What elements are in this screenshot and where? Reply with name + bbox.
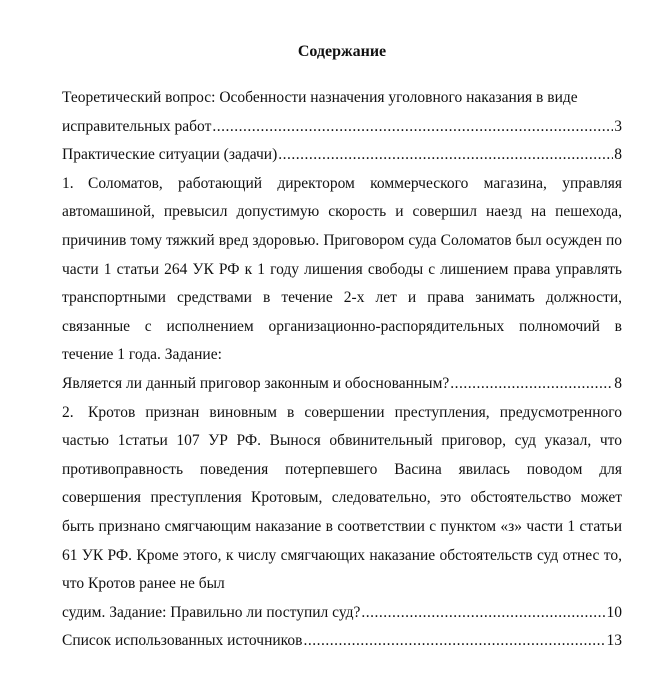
toc-entry-text: исправительных работ — [62, 117, 212, 135]
toc-leader-line — [62, 113, 622, 142]
toc-entry-text: Теоретический вопрос: Особенности назначения уголовного наказания в виде — [62, 89, 578, 106]
dot-leader — [278, 141, 613, 170]
dot-leader — [361, 599, 605, 628]
toc-entry-body: Соломатов, работающий директором коммерческого магазина, управляя автомашиной, превысил допустимую скорость и совершил наезд на пешехода, причинив тому тяжкий вред здоровью. Приговором суда Соломатов был осужден по части 1 статьи 264 УК РФ к 1 году лишения свободы с лишением права управлять транспортными средствами в течение 2-х лет и права занимать должности, связанные с исполнением организационно-распорядительных полномочий в течение 1 года. Задание: — [62, 174, 622, 364]
toc-page-number: 8 — [614, 374, 622, 392]
toc-entry-body: Кротов признан виновным в совершении преступления, предусмотренного частью 1статьи 107 УР РФ. Вынося обвинительный приговор, суд указал, что противоправность поведения потерпевшего Васина явилась поводом для совершения преступления Кротовым, следовательно, это обстоятельство может быть признано смягчающим наказание в соответствии с пунктом «з» части 1 статьи 61 УК РФ. Кроме этого, к числу смягчающих наказание обстоятельств суд отнес то, что Кротов ранее не был — [62, 403, 622, 593]
toc-leader-line — [62, 370, 622, 399]
toc-entry-text — [62, 399, 622, 599]
toc-entry-text: судим. Задание: Правильно ли поступил суд? — [62, 603, 361, 621]
toc-page-number: 10 — [606, 603, 622, 621]
toc-entry-number: 1. — [62, 174, 74, 192]
toc-entry-text: Является ли данный приговор законным и обоснованным? — [62, 374, 450, 392]
dot-leader — [450, 370, 613, 399]
toc-entry-text — [62, 170, 622, 370]
toc-entry-theory[interactable] — [62, 84, 622, 141]
toc-entry-practical[interactable] — [62, 141, 622, 170]
toc-entry-number: 2. — [62, 403, 74, 421]
document-page — [62, 40, 622, 656]
toc-entry-sources[interactable] — [62, 627, 622, 656]
toc-leader-line — [62, 599, 622, 628]
toc-entry-task-1[interactable] — [62, 170, 622, 399]
toc-entry-text: Практические ситуации (задачи) — [62, 146, 278, 164]
toc-page-number: 13 — [606, 632, 622, 650]
toc-leader-line — [62, 627, 622, 656]
toc-title: Содержание — [297, 43, 387, 60]
toc-entry-text: Список использованных источников — [62, 632, 303, 650]
dot-leader — [212, 113, 613, 142]
toc-page-number: 3 — [614, 117, 622, 135]
toc-entry-task-2[interactable] — [62, 399, 622, 628]
toc-leader-line — [62, 141, 622, 170]
dot-leader — [303, 627, 605, 656]
toc-page-number: 8 — [614, 146, 622, 164]
